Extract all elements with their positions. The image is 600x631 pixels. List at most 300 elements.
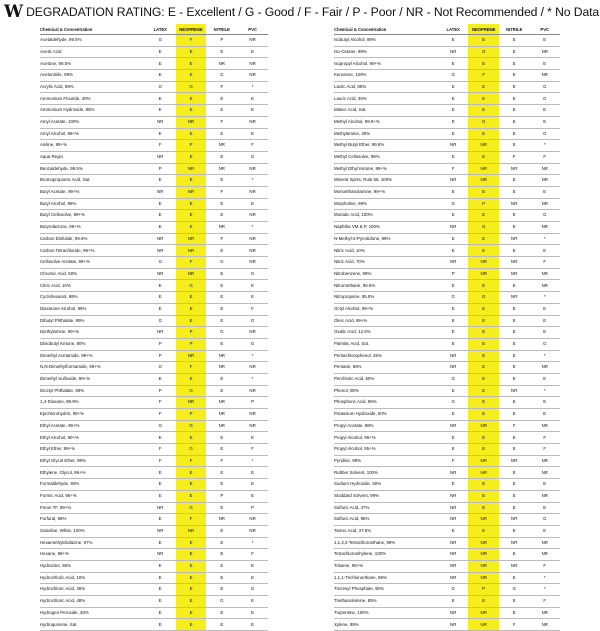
chemical-name-cell: Acetic Acid [40, 46, 145, 58]
latex-rating-cell: F [145, 444, 176, 456]
pvc-rating-cell: NR [529, 362, 560, 374]
pvc-rating-cell: F [529, 432, 560, 444]
latex-rating-cell: E [438, 151, 469, 163]
column-header-latex: LATEX [145, 24, 176, 35]
chemical-name-cell: Nitromethane, 95.5% [334, 280, 438, 292]
latex-rating-cell: P [145, 350, 176, 362]
neoprene-rating-cell: G [176, 81, 207, 93]
neoprene-rating-cell: E [176, 292, 207, 304]
neoprene-rating-cell: G [468, 46, 499, 58]
pvc-rating-cell: NR [237, 362, 268, 374]
table-row [334, 362, 560, 374]
chemical-name-cell: Ethyl Acetate, 99+% [40, 420, 145, 432]
neoprene-rating-cell: P [468, 198, 499, 210]
neoprene-rating-cell: E [468, 93, 499, 105]
table-row [40, 397, 268, 409]
neoprene-rating-cell: E [176, 58, 207, 70]
table-row [40, 373, 268, 385]
pvc-rating-cell: NR [237, 186, 268, 198]
pvc-rating-cell: E [529, 327, 560, 339]
neoprene-rating-cell: E [176, 105, 207, 117]
table-row [40, 549, 268, 561]
pvc-rating-cell: E [237, 128, 268, 140]
latex-rating-cell: E [438, 186, 469, 198]
table-row [334, 397, 560, 409]
pvc-rating-cell: E [529, 35, 560, 47]
latex-rating-cell: E [145, 596, 176, 608]
pvc-rating-cell: NR [529, 607, 560, 619]
pvc-rating-cell: * [237, 81, 268, 93]
latex-rating-cell: NR [438, 490, 469, 502]
chemical-name-cell: Chromic Acid, 50% [40, 268, 145, 280]
latex-rating-cell: E [438, 303, 469, 315]
latex-rating-cell: E [145, 58, 176, 70]
chemical-name-cell: Tricresyl Phosphate, 90% [334, 584, 438, 596]
neoprene-rating-cell: E [468, 444, 499, 456]
nitrile-rating-cell: E [499, 362, 530, 374]
neoprene-rating-cell: NR [176, 116, 207, 128]
pvc-rating-cell: NR [529, 455, 560, 467]
latex-rating-cell: G [145, 35, 176, 47]
neoprene-rating-cell: E [176, 479, 207, 491]
pvc-rating-cell: F [237, 444, 268, 456]
neoprene-rating-cell: NR [468, 420, 499, 432]
neoprene-rating-cell: E [176, 70, 207, 82]
latex-rating-cell: NR [438, 140, 469, 152]
nitrile-rating-cell: E [206, 105, 237, 117]
table-row [334, 572, 560, 584]
neoprene-rating-cell: G [468, 292, 499, 304]
neoprene-rating-cell: E [468, 502, 499, 514]
neoprene-rating-cell: E [468, 327, 499, 339]
table-row [40, 116, 268, 128]
chemical-name-cell: Pentachlorophenol, 35% [334, 350, 438, 362]
neoprene-rating-cell: E [468, 81, 499, 93]
table-row [40, 280, 268, 292]
nitrile-rating-cell: NR [206, 397, 237, 409]
pvc-rating-cell: NR [237, 409, 268, 421]
nitrile-rating-cell: E [206, 444, 237, 456]
latex-rating-cell: NR [438, 537, 469, 549]
nitrile-rating-cell: E [206, 303, 237, 315]
latex-rating-cell: E [145, 619, 176, 631]
neoprene-rating-cell: E [176, 222, 207, 234]
latex-rating-cell: G [145, 362, 176, 374]
pvc-rating-cell: NR [237, 257, 268, 269]
pvc-rating-cell: NR [237, 58, 268, 70]
latex-rating-cell: E [145, 292, 176, 304]
neoprene-rating-cell: E [176, 490, 207, 502]
chemical-name-cell: Methyl Ethyl Ketone, 99+% [334, 163, 438, 175]
pvc-rating-cell: E [529, 315, 560, 327]
pvc-rating-cell: E [237, 105, 268, 117]
chemical-name-cell: Iso-Octane, 99% [334, 46, 438, 58]
chemical-name-cell: Octyl Alcohol, 99+% [334, 303, 438, 315]
pvc-rating-cell: * [529, 584, 560, 596]
latex-rating-cell: E [438, 210, 469, 222]
chemical-name-cell: Kerosene, 100% [334, 70, 438, 82]
pvc-rating-cell: F [529, 444, 560, 456]
latex-rating-cell: NR [438, 222, 469, 234]
nitrile-rating-cell: NR [499, 257, 530, 269]
neoprene-rating-cell: F [176, 514, 207, 526]
neoprene-rating-cell: NR [468, 537, 499, 549]
nitrile-rating-cell: E [499, 502, 530, 514]
nitrile-rating-cell: E [206, 175, 237, 187]
chemical-name-cell: Freon TF, 99+% [40, 502, 145, 514]
neoprene-rating-cell: NR [468, 514, 499, 526]
latex-rating-cell: G [438, 70, 469, 82]
latex-rating-cell: NR [438, 560, 469, 572]
column-header-chemical: Chemical & Concentration [40, 24, 145, 35]
table-row [40, 385, 268, 397]
nitrile-rating-cell: E [206, 268, 237, 280]
table-row [334, 444, 560, 456]
table-row [334, 373, 560, 385]
chemical-name-cell: Formaldehyde, 90% [40, 479, 145, 491]
chemical-table-left [40, 24, 268, 631]
nitrile-rating-cell: E [206, 46, 237, 58]
neoprene-rating-cell: E [468, 409, 499, 421]
chemical-name-cell: Butyrolactone, 99+% [40, 222, 145, 234]
neoprene-rating-cell: E [468, 151, 499, 163]
neoprene-rating-cell: E [176, 210, 207, 222]
chemical-name-cell: Carbon Disfulide, 99.9% [40, 233, 145, 245]
chemical-name-cell: Furfural, 99% [40, 514, 145, 526]
neoprene-rating-cell: P [176, 327, 207, 339]
pvc-rating-cell: E [529, 186, 560, 198]
pvc-rating-cell: NR [237, 70, 268, 82]
pvc-rating-cell: E [529, 409, 560, 421]
neoprene-rating-cell: G [176, 444, 207, 456]
neoprene-rating-cell: G [176, 280, 207, 292]
pvc-rating-cell: NR [529, 198, 560, 210]
table-row [40, 233, 268, 245]
table-row [334, 619, 560, 631]
latex-rating-cell: E [145, 303, 176, 315]
table-row [40, 175, 268, 187]
neoprene-rating-cell: E [468, 280, 499, 292]
chemical-name-cell: Cellosolve Acetate, 99+% [40, 257, 145, 269]
nitrile-rating-cell: E [499, 93, 530, 105]
latex-rating-cell: NR [145, 186, 176, 198]
latex-rating-cell: F [145, 455, 176, 467]
neoprene-rating-cell: P [176, 338, 207, 350]
nitrile-rating-cell: NR [499, 233, 530, 245]
nitrile-rating-cell: F [499, 619, 530, 631]
chemical-name-cell: Rubber Solvent, 100% [334, 467, 438, 479]
latex-rating-cell: E [145, 128, 176, 140]
table-row [40, 537, 268, 549]
nitrile-rating-cell: E [206, 619, 237, 631]
chemical-name-cell: Ammonium Flouride, 40% [40, 93, 145, 105]
chemical-name-cell: Lactic Acid, 85% [334, 81, 438, 93]
pvc-rating-cell: E [529, 116, 560, 128]
latex-rating-cell: E [438, 116, 469, 128]
pvc-rating-cell: G [529, 128, 560, 140]
chemical-name-cell: Bromopropionic Acid, Sat. [40, 175, 145, 187]
neoprene-rating-cell: NR [176, 397, 207, 409]
neoprene-rating-cell: NR [468, 455, 499, 467]
table-row [334, 432, 560, 444]
chemical-name-cell: Ethyl Ether, 99+% [40, 444, 145, 456]
latex-rating-cell: NR [438, 362, 469, 374]
pvc-rating-cell: NR [529, 70, 560, 82]
table-header-row [334, 24, 560, 35]
table-row [40, 58, 268, 70]
latex-rating-cell: NR [438, 572, 469, 584]
chemical-name-cell: Dibutyl Phthalate, 99% [40, 315, 145, 327]
neoprene-rating-cell: E [468, 338, 499, 350]
table-row [40, 35, 268, 47]
pvc-rating-cell: E [529, 105, 560, 117]
latex-rating-cell: E [145, 222, 176, 234]
pvc-rating-cell: E [237, 198, 268, 210]
neoprene-rating-cell: E [468, 350, 499, 362]
neoprene-rating-cell: E [176, 315, 207, 327]
neoprene-rating-cell: NR [468, 163, 499, 175]
chemical-name-cell: Butyl Alcohol, 99% [40, 198, 145, 210]
table-row [40, 292, 268, 304]
nitrile-rating-cell: E [499, 444, 530, 456]
latex-rating-cell: E [438, 128, 469, 140]
latex-rating-cell: E [145, 490, 176, 502]
pvc-rating-cell: G [529, 93, 560, 105]
pvc-rating-cell: E [237, 619, 268, 631]
nitrile-rating-cell: E [499, 70, 530, 82]
table-row [334, 151, 560, 163]
table-row [40, 607, 268, 619]
header [4, 2, 600, 22]
pvc-rating-cell: F [529, 257, 560, 269]
nitrile-rating-cell: E [206, 607, 237, 619]
latex-rating-cell: F [145, 140, 176, 152]
column-header-pvc: PVC [237, 24, 268, 35]
table-row [40, 163, 268, 175]
nitrile-rating-cell: E [499, 116, 530, 128]
chemical-name-cell: Maleic Acid, Sat. [334, 105, 438, 117]
chemical-name-cell: Acetaldehyde, 99.5% [40, 35, 145, 47]
table-row [40, 420, 268, 432]
table-row [40, 186, 268, 198]
neoprene-rating-cell: E [468, 58, 499, 70]
nitrile-rating-cell: NR [499, 455, 530, 467]
latex-rating-cell: NR [145, 245, 176, 257]
nitrile-rating-cell: E [206, 292, 237, 304]
nitrile-rating-cell: F [206, 81, 237, 93]
nitrile-rating-cell: NR [499, 268, 530, 280]
nitrile-rating-cell: E [499, 245, 530, 257]
nitrile-rating-cell: E [499, 105, 530, 117]
neoprene-rating-cell: E [176, 584, 207, 596]
chemical-name-cell: Amyl Alcohol, 99+% [40, 128, 145, 140]
chemical-name-cell: Nitrobenzene, 99% [334, 268, 438, 280]
chemical-name-cell: Acetone, 99.5% [40, 58, 145, 70]
table-row [334, 584, 560, 596]
neoprene-rating-cell: E [468, 525, 499, 537]
table-row [334, 467, 560, 479]
latex-rating-cell: G [438, 373, 469, 385]
pvc-rating-cell: E [237, 93, 268, 105]
neoprene-rating-cell: P [468, 584, 499, 596]
nitrile-rating-cell: E [206, 280, 237, 292]
chemical-name-cell: Hydroquinone, Sat. [40, 619, 145, 631]
chemical-name-cell: Pyridine, 99% [334, 455, 438, 467]
neoprene-rating-cell: NR [176, 163, 207, 175]
chemical-name-cell: Hydrochloric Acid, 10% [40, 572, 145, 584]
chemical-name-cell: Cyclohexanol, 98% [40, 292, 145, 304]
table-row [40, 81, 268, 93]
nitrile-rating-cell: F [206, 455, 237, 467]
chemical-name-cell: Methyl Alcohol, 99.9+% [334, 116, 438, 128]
pvc-rating-cell: E [237, 479, 268, 491]
latex-rating-cell: E [145, 584, 176, 596]
chemical-name-cell: Ethylene, Glycol, 99+% [40, 467, 145, 479]
neoprene-rating-cell: G [176, 502, 207, 514]
table-row [40, 560, 268, 572]
table-row [334, 338, 560, 350]
nitrile-rating-cell: E [206, 525, 237, 537]
table-row [40, 479, 268, 491]
neoprene-rating-cell: F [176, 455, 207, 467]
chemical-name-cell: Propyl Acetate, 98% [334, 420, 438, 432]
table-row [334, 257, 560, 269]
table-row [334, 596, 560, 608]
latex-rating-cell: NR [145, 233, 176, 245]
table-row [334, 350, 560, 362]
latex-rating-cell: E [145, 572, 176, 584]
neoprene-rating-cell: E [176, 373, 207, 385]
latex-rating-cell: NR [145, 268, 176, 280]
latex-rating-cell: E [145, 70, 176, 82]
latex-rating-cell: E [145, 607, 176, 619]
latex-rating-cell: E [145, 105, 176, 117]
pvc-rating-cell: NR [529, 175, 560, 187]
nitrile-rating-cell: E [499, 549, 530, 561]
neoprene-rating-cell: E [468, 315, 499, 327]
latex-rating-cell: NR [145, 549, 176, 561]
chemical-name-cell: Turpentine, 100% [334, 607, 438, 619]
table-row [40, 619, 268, 631]
table-row [40, 105, 268, 117]
latex-rating-cell: NR [145, 525, 176, 537]
latex-rating-cell: NR [438, 502, 469, 514]
neoprene-rating-cell: NR [468, 619, 499, 631]
pvc-rating-cell: NR [237, 116, 268, 128]
latex-rating-cell: E [438, 233, 469, 245]
nitrile-rating-cell: NR [206, 362, 237, 374]
latex-rating-cell: E [145, 560, 176, 572]
table-body-left [40, 35, 268, 631]
neoprene-rating-cell: G [468, 222, 499, 234]
table-row [334, 490, 560, 502]
table-row [334, 409, 560, 421]
chemical-name-cell: Naphtha VM & P, 100% [334, 222, 438, 234]
pvc-rating-cell: G [237, 338, 268, 350]
neoprene-rating-cell: E [468, 479, 499, 491]
chemical-name-cell: Mineral Sprits, Rule 66, 100% [334, 175, 438, 187]
table-row [40, 455, 268, 467]
chemical-name-cell: Nitropropane, 95.5% [334, 292, 438, 304]
chemical-name-cell: Hydrochloric Acid, 36% [40, 584, 145, 596]
chemical-name-cell: Diisobutyl Ketone, 80% [40, 338, 145, 350]
nitrile-rating-cell: E [206, 537, 237, 549]
latex-rating-cell: E [145, 46, 176, 58]
nitrile-rating-cell: P [206, 490, 237, 502]
nitrile-rating-cell: E [499, 327, 530, 339]
latex-rating-cell: P [145, 163, 176, 175]
nitrile-rating-cell: NR [206, 420, 237, 432]
table-row [40, 327, 268, 339]
pvc-rating-cell: * [237, 455, 268, 467]
pvc-rating-cell: E [237, 292, 268, 304]
latex-rating-cell: E [145, 537, 176, 549]
pvc-rating-cell: G [237, 584, 268, 596]
table-row [334, 292, 560, 304]
pvc-rating-cell: * [529, 292, 560, 304]
pvc-rating-cell: NR [237, 35, 268, 47]
pvc-rating-cell: NR [529, 46, 560, 58]
neoprene-rating-cell: E [176, 549, 207, 561]
pvc-rating-cell: P [237, 502, 268, 514]
chemical-name-cell: Palmitic Acid, Sat. [334, 338, 438, 350]
chemical-name-cell: Hexane, 99+% [40, 549, 145, 561]
pvc-rating-cell: NR [237, 210, 268, 222]
nitrile-rating-cell: E [499, 46, 530, 58]
latex-rating-cell: NR [145, 327, 176, 339]
nitrile-rating-cell: E [499, 315, 530, 327]
neoprene-rating-cell: E [176, 93, 207, 105]
chemical-name-cell: Citric Acid, 10% [40, 280, 145, 292]
latex-rating-cell: F [145, 397, 176, 409]
nitrile-rating-cell: E [499, 490, 530, 502]
chemical-name-cell: Carbon Tetrachloride, 99+% [40, 245, 145, 257]
table-row [334, 210, 560, 222]
table-row [40, 432, 268, 444]
neoprene-rating-cell: NR [176, 525, 207, 537]
pvc-rating-cell: NR [529, 467, 560, 479]
table-row [40, 467, 268, 479]
latex-rating-cell: E [145, 93, 176, 105]
chemical-name-cell: Sodium Hydroxide, 50% [334, 479, 438, 491]
table-row [334, 233, 560, 245]
pvc-rating-cell: E [529, 245, 560, 257]
chemical-name-cell: Triethanolamine, 85% [334, 596, 438, 608]
nitrile-rating-cell: NR [206, 163, 237, 175]
pvc-rating-cell: E [529, 373, 560, 385]
latex-rating-cell: E [438, 338, 469, 350]
neoprene-rating-cell: E [468, 128, 499, 140]
column-header-chemical: Chemical & Concentration [334, 24, 438, 35]
chemical-name-cell: Dioctyl Phthalate, 99% [40, 385, 145, 397]
chemical-name-cell: Hydrochloric Acid, 48% [40, 596, 145, 608]
latex-rating-cell: NR [438, 607, 469, 619]
latex-rating-cell: E [438, 280, 469, 292]
chemical-name-cell: Formic Acid, 95+% [40, 490, 145, 502]
nitrile-rating-cell: NR [206, 222, 237, 234]
table-row [40, 572, 268, 584]
table-row [334, 327, 560, 339]
neoprene-rating-cell: NR [468, 467, 499, 479]
nitrile-rating-cell: E [206, 93, 237, 105]
chemical-name-cell: Sulfuric Acid, 47% [334, 502, 438, 514]
table-row [334, 420, 560, 432]
latex-rating-cell: E [145, 467, 176, 479]
nitrile-rating-cell: E [499, 338, 530, 350]
table-row [334, 58, 560, 70]
pvc-rating-cell: NR [237, 233, 268, 245]
chemical-name-cell: Phosphoric Acid, 85% [334, 397, 438, 409]
